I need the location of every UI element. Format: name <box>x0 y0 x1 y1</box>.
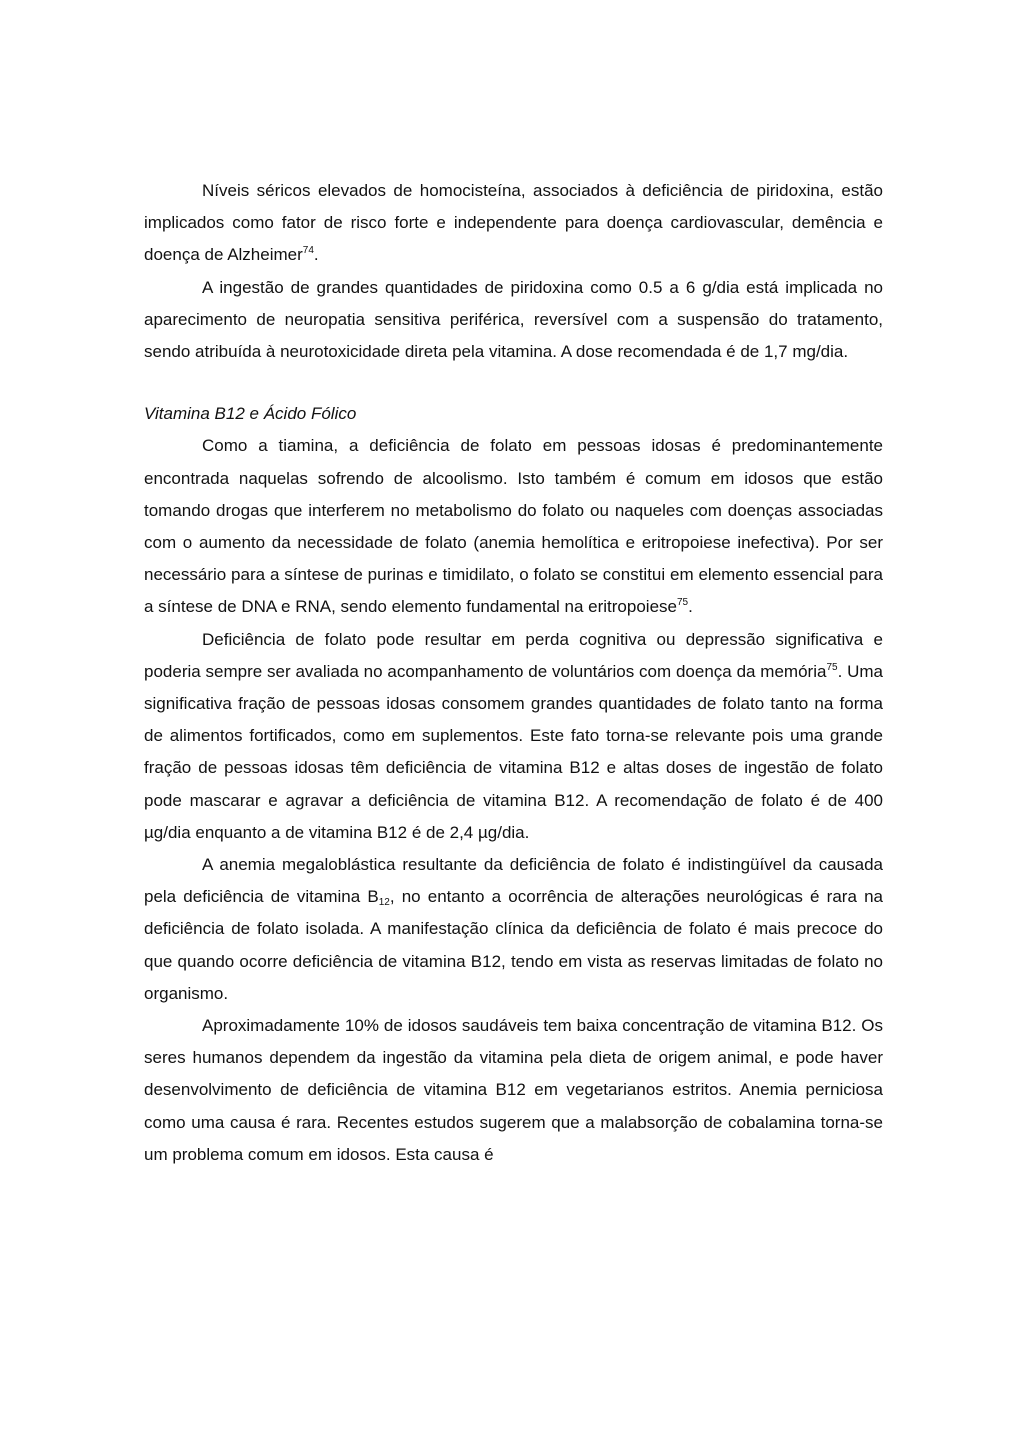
citation-reference: 75 <box>677 597 689 609</box>
subscript: 12 <box>378 897 390 909</box>
paragraph-text: Aproximadamente 10% de idosos saudáveis tem baixa concentração de vitamina B12. Os seres humanos dependem da ingestão da vitamina pela dieta de origem animal, e pode haver desenvolvimento de deficiência de vitamina B12 em vegetarianos estritos. Anemia perniciosa como uma causa é rara. Recentes estudos sugerem que a malabsorção de cobalamina torna-se um problema comum em idosos. Esta causa é <box>144 1016 883 1164</box>
paragraph-end: . <box>313 245 319 265</box>
paragraph-text: Como a tiamina, a deficiência de folato em pessoas idosas é predominantemente encontrada naquelas sofrendo de alcoolismo. Isto também é comum em idosos que estão tomando drogas que interferem no metabolismo do folato ou naqueles com doenças associadas com o aumento da necessidade de folato (anemia hemolítica e eritropoiese inefectiva). Por ser necessário para a síntese de purinas e timidilato, o folato se constitui em elemento essencial para a síntese de DNA e RNA, sendo elemento fundamental na eritropoiese <box>144 436 883 617</box>
citation-reference: 74 <box>302 245 314 257</box>
paragraph-megaloblastic-anemia <box>144 849 883 1010</box>
paragraph-text: Níveis séricos elevados de homocisteína, associados à deficiência de piridoxina, estão implicados como fator de risco forte e independente para doença cardiovascular, demência e doença de Alzheimer <box>144 181 883 265</box>
paragraph-text: A anemia megaloblástica resultante da deficiência de folato é indistingüível da causada pela deficiência de vitamina B <box>144 855 883 907</box>
citation-reference: 75 <box>826 661 838 673</box>
paragraph-b12-elderly <box>144 1010 883 1171</box>
paragraph-pyridoxine-dose <box>144 272 883 369</box>
paragraph-folate-deficiency <box>144 430 883 623</box>
paragraph-end: . <box>688 597 693 617</box>
paragraph-text: Deficiência de folato pode resultar em perda cognitiva ou depressão significativa e poderia sempre ser avaliada no acompanhamento de voluntários com doença da memória <box>144 629 883 681</box>
section-heading: Vitamina B12 e Ácido Fólico <box>144 404 357 424</box>
paragraph-cognitive-loss <box>144 624 883 849</box>
paragraph-text: A ingestão de grandes quantidades de piridoxina como 0.5 a 6 g/dia está implicada no aparecimento de neuropatia sensitiva periférica, reversível com a suspensão do tratamento, sendo atribuída à neurotoxicidade direta pela vitamina. A dose recomendada é de 1,7 mg/dia. <box>144 277 883 362</box>
paragraph-text-continued: , no entanto a ocorrência de alterações neurológicas é rara na deficiência de folato isolada. A manifestação clínica da deficiência de folato é mais precoce do que quando ocorre deficiência de vitamina B12, tendo em vista as reservas limitadas de folato no organismo. <box>144 887 883 1003</box>
paragraph-text-continued: . Uma significativa fração de pessoas idosas consomem grandes quantidades de folato tanto na forma de alimentos fortificados, como em suplementos. Este fato torna-se relevante pois uma grande fração de pessoas idosas têm deficiência de vitamina B12 e altas doses de ingestão de folato pode mascarar e agravar a deficiência de vitamina B12. A recomendação de folato é de 400 µg/dia enquanto a de vitamina B12 é de 2,4 µg/dia. <box>144 661 884 842</box>
document-page <box>144 175 883 1171</box>
paragraph-homocysteine <box>144 175 883 272</box>
